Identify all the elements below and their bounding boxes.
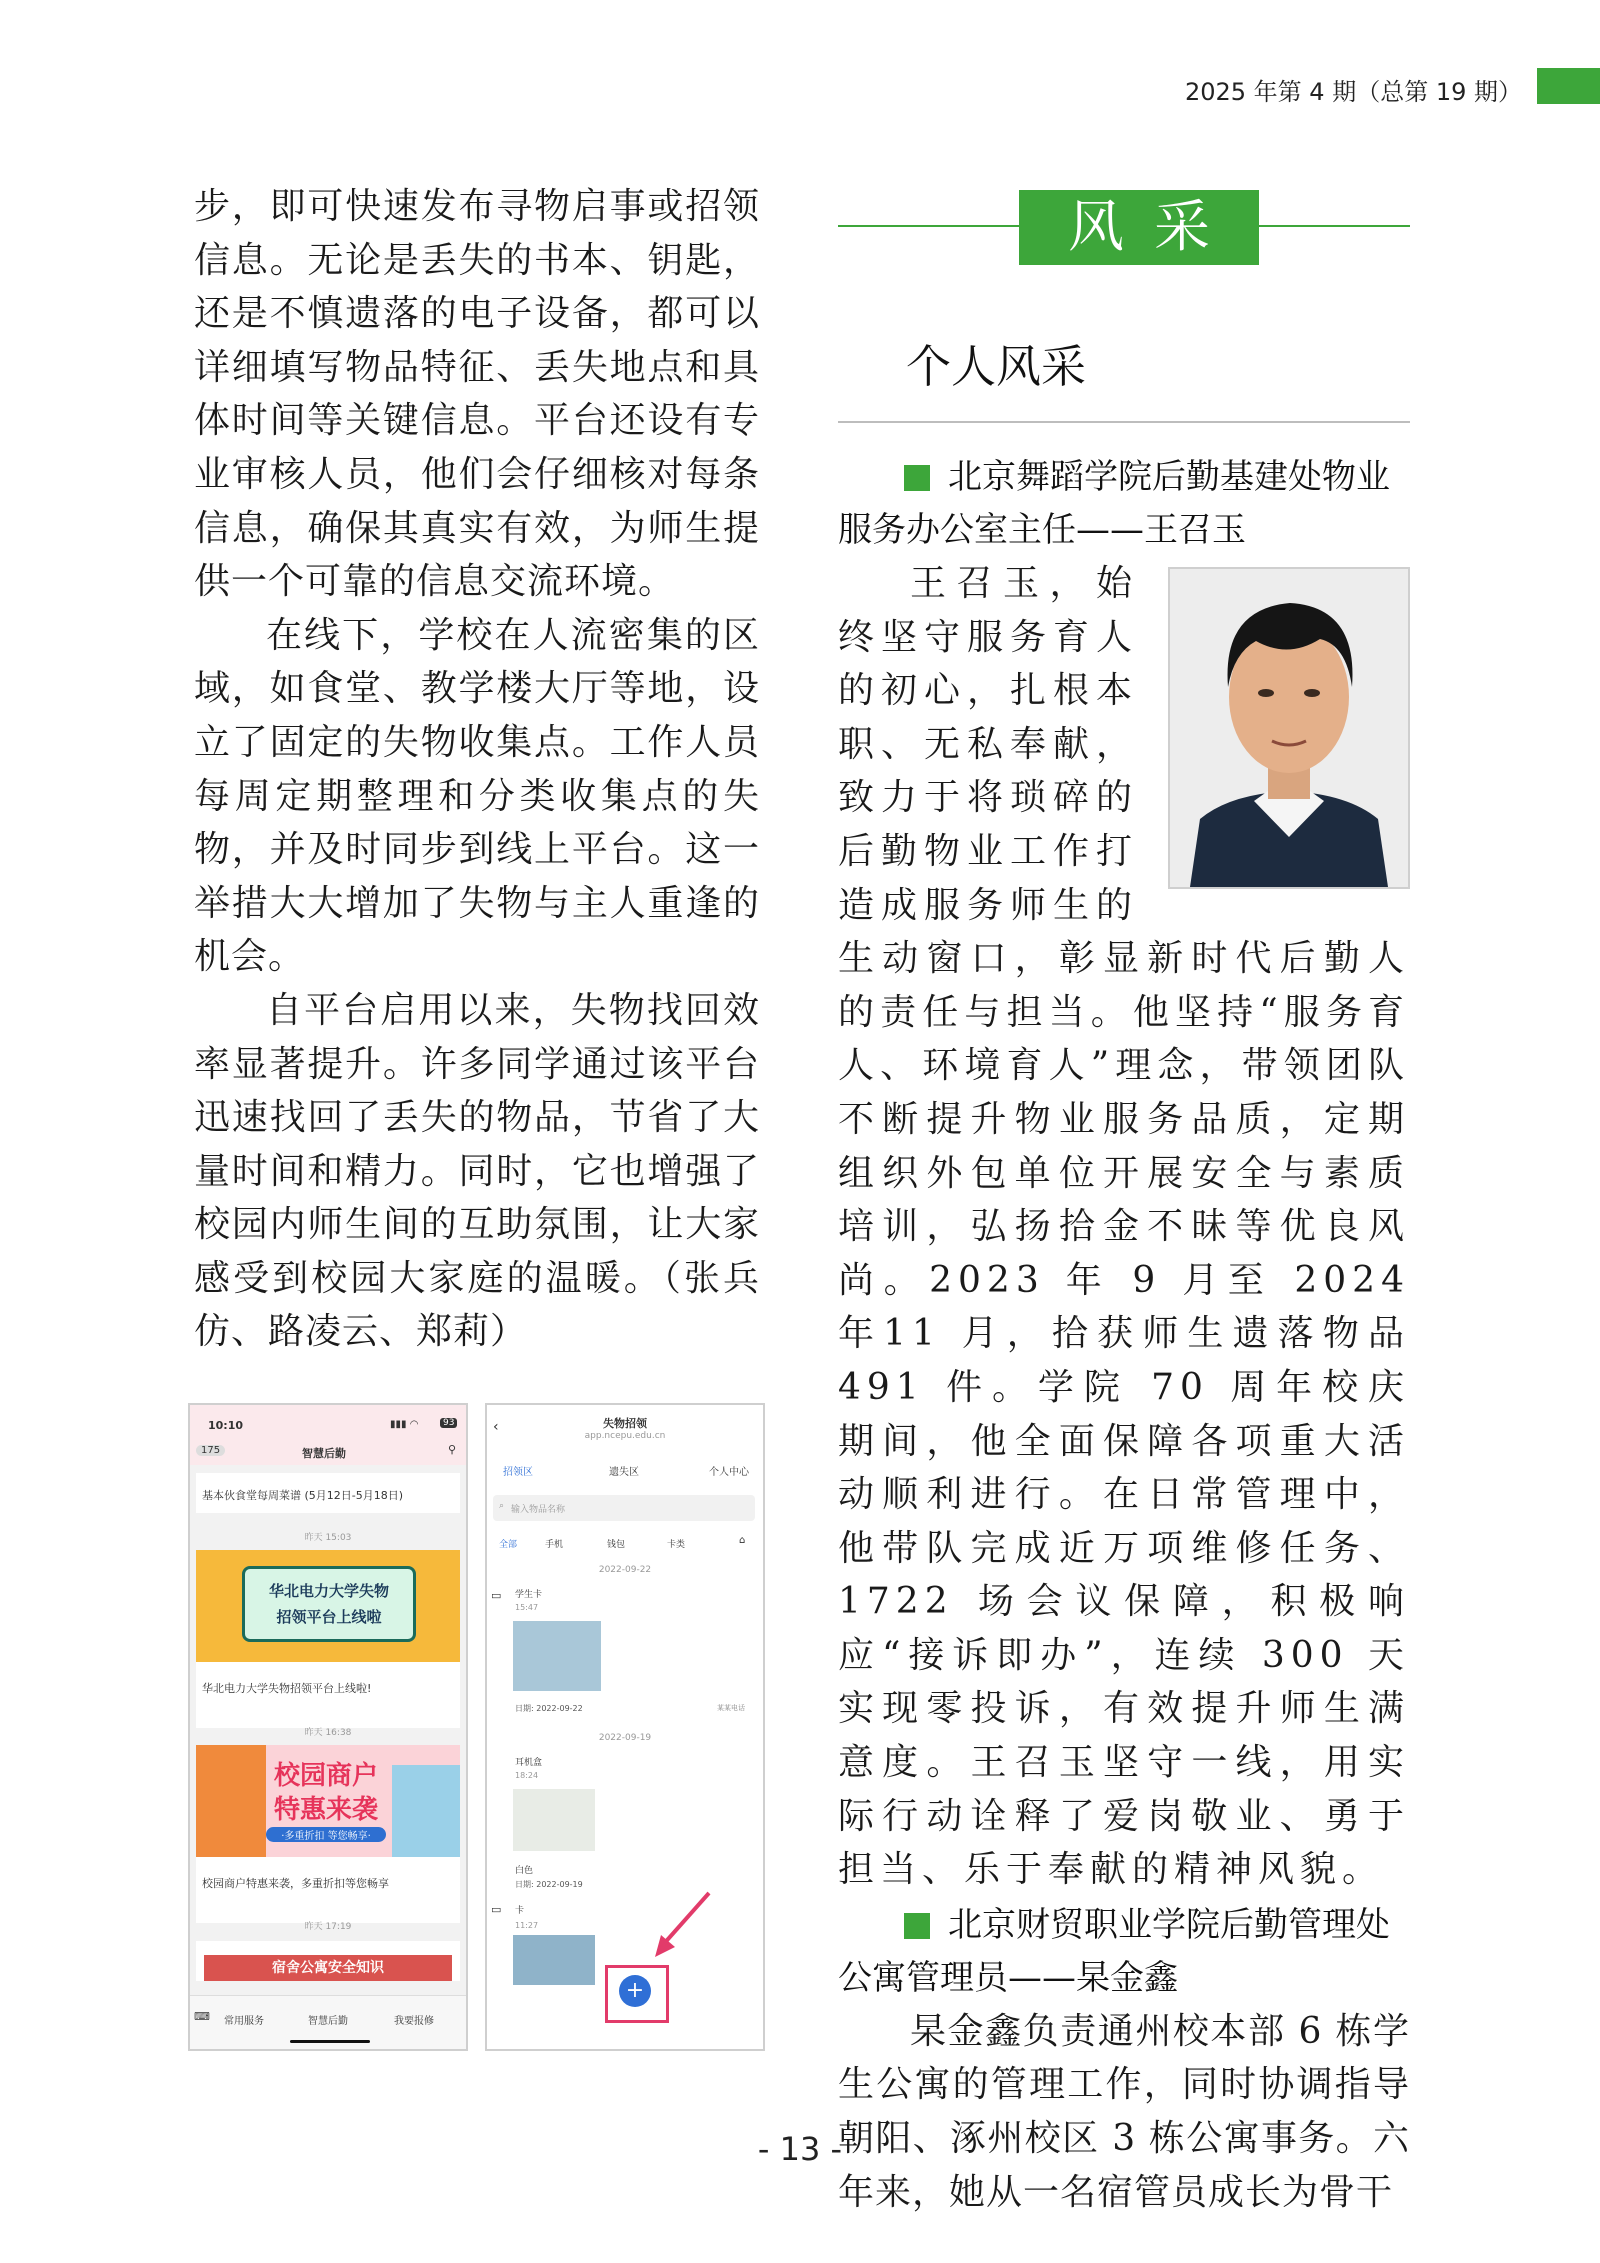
search-placeholder: 输入物品名称: [511, 1505, 566, 1515]
item-time: 15:47: [515, 1603, 539, 1612]
section-title: 风采: [1019, 190, 1259, 265]
message-card[interactable]: [196, 1745, 460, 1923]
banner-text: 招领平台上线啦: [276, 1608, 382, 1626]
right-column: [838, 180, 1410, 2219]
menu-tab[interactable]: 常用服务: [224, 2016, 264, 2027]
screenshot-lost-found-app: [485, 1403, 765, 2051]
subsection-title: 个人风采: [906, 340, 1087, 393]
item-photo[interactable]: [513, 1789, 595, 1851]
lost-found-banner: [196, 1550, 460, 1662]
item-date-header: 2022-09-22: [598, 1565, 652, 1575]
subsection-rule: [838, 421, 1410, 423]
item-photo[interactable]: [513, 1621, 601, 1691]
menu-tab[interactable]: 智慧后勤: [308, 2016, 348, 2027]
item-name: 学生卡: [515, 1590, 543, 1600]
profile-heading-text: 北京舞蹈学院后勤基建处物业服务办公室主任——王召玉: [838, 457, 1390, 550]
timestamp: 昨天 15:03: [304, 1533, 352, 1543]
merchant-banner: [196, 1745, 460, 1857]
profile-body: 王召玉，始终坚守服务育人的初心，扎根本职、无私奉献，致力于将琐碎的后勤物业工作打造成服务师生的生动窗口，彰显新时代后勤人的责任与担当。他坚持“服务育人、环境育人”理念，带领团队不断提升物业服务品质，定期组织外包单位开展安全与素质培训，弘扬拾金不昧等优良风尚。2023 年 9 月至 2024 年11 月，拾获师生遗落物品 491 件。学院 70 周年校庆期间，他全面保障各项重大活动顺利进行。在日常管理中，他带队完成近万项维修任务、1722 场会议保障，积极响应“接诉即办”，连续 300 天实现零投诉，有效提升师生满意度。王召玉坚守一线，用实际行动诠释了爱岗敬业、勇于担当、乐于奉献的精神风貌。: [838, 563, 1410, 1891]
filter-wallet[interactable]: 钱包: [607, 1540, 626, 1550]
banner-tag: ·多重折扣 等您畅享·: [266, 1827, 386, 1842]
section-banner: [838, 180, 1410, 260]
app-title: 失物招领: [603, 1417, 647, 1430]
timestamp: 昨天 16:38: [304, 1728, 352, 1738]
profile-heading-text: 北京财贸职业学院后勤管理处公寓管理员——杲金鑫: [838, 1904, 1390, 1998]
timestamp: 昨天 17:19: [304, 1922, 352, 1932]
status-time: 10:10: [208, 1419, 244, 1432]
message-icon: ▭: [491, 1589, 502, 1602]
profile-heading: [838, 1899, 1410, 2005]
message-card[interactable]: [196, 1550, 460, 1728]
filter-card[interactable]: 卡类: [667, 1540, 686, 1550]
tab-lost[interactable]: 遗失区: [609, 1467, 639, 1478]
filter-all[interactable]: 全部: [499, 1540, 518, 1550]
signal-icon: ▮▮▮ ◠: [390, 1419, 419, 1430]
add-button[interactable]: +: [619, 1975, 651, 2007]
user-icon[interactable]: ⚲: [448, 1443, 457, 1456]
tab-claim[interactable]: 招领区: [503, 1467, 533, 1478]
account-title: 智慧后勤: [302, 1447, 346, 1460]
message-card[interactable]: [196, 1473, 460, 1513]
list-item[interactable]: [487, 1563, 763, 1723]
profile-heading: [838, 451, 1410, 557]
item-time: 11:27: [515, 1921, 539, 1930]
item-time: 18:24: [515, 1771, 539, 1780]
bottom-menu: [190, 1995, 466, 2050]
message-card[interactable]: [196, 1941, 460, 1981]
battery-icon: 93: [440, 1418, 457, 1428]
profile-body: 杲金鑫负责通州校本部 6 栋学生公寓的管理工作，同时协调指导朝阳、涿州校区 3 栋公寓事务。六年来，她从一名宿管员成长为骨干: [838, 2010, 1410, 2213]
banner-text: 校园商户: [273, 1761, 378, 1791]
left-column: [194, 180, 760, 1359]
item-color: 白色: [515, 1866, 534, 1876]
search-icon: ⌕: [499, 1501, 505, 1511]
message-caption: 校园商户特惠来袭，多重折扣等您畅享: [202, 1877, 389, 1890]
list-item[interactable]: [487, 1733, 763, 1923]
bag-icon[interactable]: ⌂: [739, 1535, 746, 1546]
paragraph: 步，即可快速发布寻物启事或招领信息。无论是丢失的书本、钥匙，还是不慎遗落的电子设备，都可以详细填写物品特征、丢失地点和具体时间等关键信息。平台还设有专业审核人员，他们会仔细核对每条信息，确保其真实有效，为师生提供一个可靠的信息交流环境。: [194, 186, 760, 603]
issue-color-bar: [1537, 68, 1600, 104]
pointer-arrow: [647, 1885, 717, 1965]
home-indicator: [290, 2040, 370, 2043]
paragraph: 在线下，学校在人流密集的区域，如食堂、教学楼大厅等地，设立了固定的失物收集点。工作人员每周定期整理和分类收集点的失物，并及时同步到线上平台。这一举措大大增加了失物与主人重逢的机会。: [194, 614, 760, 978]
item-name: 耳机盒: [515, 1758, 543, 1768]
item-name: 卡: [515, 1906, 525, 1916]
portrait-photo: [1168, 567, 1410, 889]
screenshot-wechat-account: [188, 1403, 468, 2051]
back-icon[interactable]: ‹: [493, 1419, 499, 1435]
search-input[interactable]: [493, 1495, 755, 1521]
tab-profile[interactable]: 个人中心: [709, 1467, 749, 1478]
item-date: 日期: 2022-09-19: [515, 1880, 583, 1889]
square-bullet-icon: [904, 1913, 930, 1939]
contact-link[interactable]: 某某电话: [717, 1704, 745, 1712]
menu-notice: 基本伙食堂每周菜谱 (5月12日-5月18日): [202, 1489, 404, 1502]
filter-phone[interactable]: 手机: [545, 1540, 564, 1550]
item-photo[interactable]: [513, 1935, 595, 1985]
page-number: - 13 -: [757, 2130, 843, 2168]
message-caption: 华北电力大学失物招领平台上线啦!: [202, 1682, 372, 1695]
banner-text: 宿舍公寓安全知识: [204, 1955, 452, 1981]
message-icon: ▭: [491, 1903, 502, 1916]
square-bullet-icon: [904, 465, 930, 491]
keyboard-icon[interactable]: ⌨: [194, 2010, 210, 2023]
paragraph: 自平台启用以来，失物找回效率显著提升。许多同学通过该平台迅速找回了丢失的物品，节省了大量时间和精力。同时，它也增强了校园内师生间的互助氛围，让大家感受到校园大家庭的温暖。（张兵仿、路凌云、郑莉）: [194, 989, 760, 1353]
item-date-header: 2022-09-19: [598, 1733, 652, 1743]
app-url: app.ncepu.edu.cn: [584, 1431, 666, 1441]
item-date: 日期: 2022-09-22: [515, 1704, 583, 1713]
issue-label: 2025 年第 4 期（总第 19 期）: [1184, 78, 1522, 106]
banner-text: 华北电力大学失物: [268, 1582, 389, 1600]
banner-text: 特惠来袭: [273, 1795, 378, 1825]
menu-tab[interactable]: 我要报修: [394, 2016, 434, 2027]
unread-badge[interactable]: 175: [196, 1445, 225, 1456]
